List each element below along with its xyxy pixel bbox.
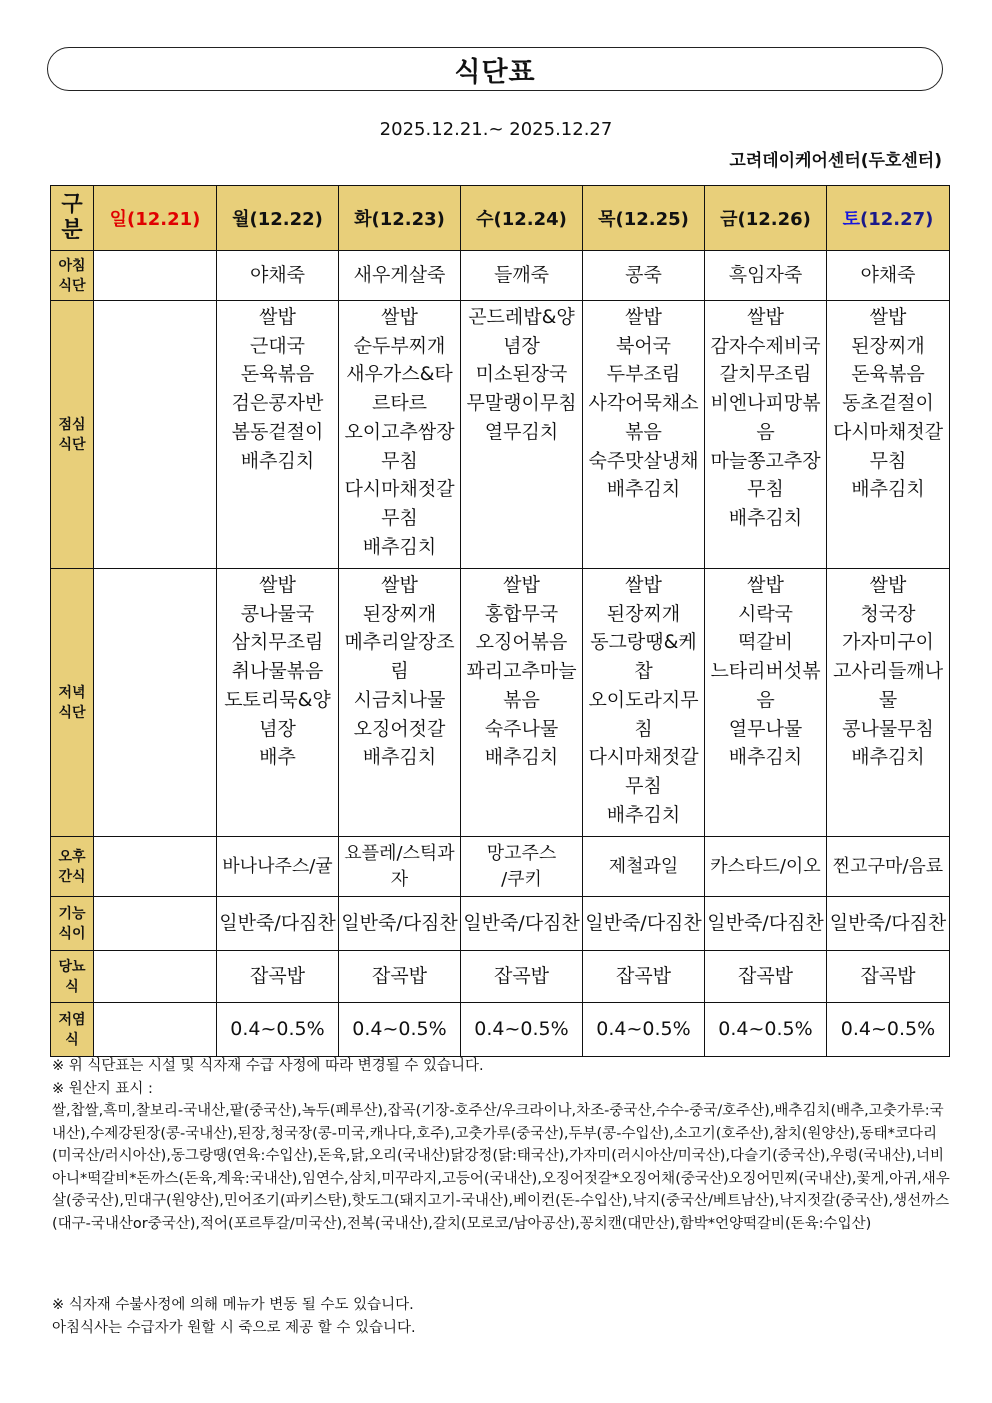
menu-cell <box>339 569 461 837</box>
menu-cell <box>339 837 461 897</box>
menu-cell <box>94 1003 217 1057</box>
menu-item: 쌀밥 <box>869 574 907 596</box>
menu-item: 쌀밥 <box>869 306 907 328</box>
menu-item: 찐고구마/음료 <box>832 855 944 877</box>
menu-item: 배추김치 <box>362 746 437 769</box>
footer-notes <box>52 1294 952 1340</box>
origin-title: ※ 원산지 표시 : <box>52 1080 153 1097</box>
snack-row <box>51 837 950 897</box>
menu-cell: 일반죽/다짐찬 <box>217 897 339 951</box>
diabetic-diet-row <box>51 951 950 1003</box>
menu-item: 르타르 <box>371 392 428 415</box>
menu-item: 념장 <box>503 334 540 357</box>
menu-item: 숙주나물 <box>484 717 559 740</box>
menu-item: 북어국 <box>615 334 672 357</box>
menu-item: 무침 <box>625 774 662 797</box>
menu-item: 림 <box>390 660 409 683</box>
menu-item: 근대국 <box>249 334 306 357</box>
menu-cell <box>94 837 217 897</box>
row-label: 당뇨 식 <box>51 951 94 1003</box>
menu-cell: 0.4~0.5% <box>583 1003 705 1057</box>
menu-item: 찹 <box>634 660 653 683</box>
menu-cell: 0.4~0.5% <box>339 1003 461 1057</box>
menu-item: 볶음 <box>625 420 662 443</box>
menu-item: 취나물볶음 <box>231 660 324 683</box>
menu-item: 배추김치 <box>606 478 681 501</box>
supply-notice: ※ 식자재 수불사정에 의해 메뉴가 변동 될 수도 있습니다. <box>52 1297 414 1313</box>
menu-item: 비엔나피망볶 <box>710 392 821 415</box>
menu-cell: 일반죽/다짐찬 <box>705 897 827 951</box>
menu-item: 동그랑땡&케 <box>590 631 697 654</box>
menu-cell: 잡곡밥 <box>217 951 339 1003</box>
row-label: 저녁 식단 <box>51 569 94 837</box>
day-header-sun: 일(12.21) <box>94 186 217 251</box>
menu-cell: 잡곡밥 <box>583 951 705 1003</box>
menu-item: 검은콩자반 <box>231 392 324 415</box>
menu-item: 느타리버섯볶 <box>710 660 821 683</box>
day-header-mon: 월(12.22) <box>217 186 339 251</box>
menu-item: 배추김치 <box>240 449 315 472</box>
menu-item: 갈치무조림 <box>719 363 812 386</box>
menu-item: 배추김치 <box>728 746 803 769</box>
menu-cell: 0.4~0.5% <box>705 1003 827 1057</box>
menu-cell <box>583 837 705 897</box>
page-title: 식단표 <box>454 56 536 88</box>
menu-cell <box>827 301 950 569</box>
menu-cell: 야채죽 <box>217 251 339 301</box>
menu-item: 된장찌개 <box>851 334 925 357</box>
menu-item: 청국장 <box>860 602 916 625</box>
menu-cell: 콩죽 <box>583 251 705 301</box>
low-salt-diet-row <box>51 1003 950 1057</box>
menu-item: 무침 <box>869 449 907 472</box>
menu-item: 오이도라지무 <box>588 688 699 711</box>
menu-item: 순두부찌개 <box>353 334 446 357</box>
menu-item: 봄동겉절이 <box>231 420 324 443</box>
menu-item: 배추김치 <box>851 746 925 769</box>
menu-item: 볶음 <box>503 688 540 711</box>
menu-table <box>50 185 950 1057</box>
menu-cell <box>461 837 583 897</box>
menu-cell: 흑임자죽 <box>705 251 827 301</box>
menu-cell: 일반죽/다짐찬 <box>339 897 461 951</box>
menu-item: 배추김치 <box>606 803 681 826</box>
menu-item: 쌀밥 <box>503 574 540 596</box>
menu-item: 쌀밥 <box>259 574 296 596</box>
menu-item: 배추김치 <box>851 478 925 501</box>
menu-item: 무침 <box>381 449 418 472</box>
menu-item: 쌀밥 <box>259 306 296 328</box>
change-notice: ※ 위 식단표는 시설 및 식자재 수급 사정에 따라 변경될 수 있습니다. <box>52 1058 484 1074</box>
menu-item: 오이고추쌈장 <box>344 420 455 443</box>
menu-cell <box>827 837 950 897</box>
menu-item: 꽈리고추마늘 <box>466 660 577 683</box>
row-label: 저염 식 <box>51 1003 94 1057</box>
row-label: 점심 식단 <box>51 301 94 569</box>
menu-item: 오징어볶음 <box>475 631 568 654</box>
menu-item: 다시마채젓갈 <box>344 478 455 501</box>
menu-item: 바나나주스/귤 <box>222 855 333 877</box>
menu-item: 음 <box>756 688 775 711</box>
menu-cell <box>94 569 217 837</box>
menu-cell <box>705 837 827 897</box>
date-range: 2025.12.21.~ 2025.12.27 <box>379 119 613 140</box>
menu-cell <box>94 301 217 569</box>
menu-cell: 잡곡밥 <box>461 951 583 1003</box>
menu-cell: 0.4~0.5% <box>217 1003 339 1057</box>
menu-item: 무침 <box>381 506 418 529</box>
menu-cell <box>217 837 339 897</box>
menu-item: 쌀밥 <box>625 306 662 328</box>
menu-item: 두부조림 <box>606 363 681 386</box>
menu-item: 떡갈비 <box>737 631 794 654</box>
menu-item: 쌀밥 <box>747 306 784 328</box>
menu-item: 물 <box>878 688 898 711</box>
menu-cell <box>705 569 827 837</box>
menu-item: 배추김치 <box>484 746 559 769</box>
day-header-sat: 토(12.27) <box>827 186 950 251</box>
day-header-thu: 목(12.25) <box>583 186 705 251</box>
row-label: 오후 간식 <box>51 837 94 897</box>
menu-item: /쿠키 <box>501 868 542 890</box>
menu-cell: 새우게살죽 <box>339 251 461 301</box>
menu-item: 마늘쫑고추장 <box>710 449 821 472</box>
menu-cell <box>94 951 217 1003</box>
breakfast-notice: 아침식사는 수급자가 원할 시 죽으로 제공 할 수 있습니다. <box>52 1320 416 1336</box>
menu-cell: 0.4~0.5% <box>827 1003 950 1057</box>
menu-item: 배추 <box>259 746 296 769</box>
menu-item: 돈육볶음 <box>240 363 315 386</box>
menu-item: 자 <box>390 868 409 890</box>
dinner-row <box>51 569 950 837</box>
menu-cell <box>217 301 339 569</box>
menu-item: 침 <box>634 717 653 740</box>
menu-item: 배추김치 <box>362 535 437 558</box>
menu-cell <box>339 301 461 569</box>
menu-cell: 들깨죽 <box>461 251 583 301</box>
menu-item: 메추리알장조 <box>344 631 455 654</box>
menu-item: 시금치나물 <box>353 688 446 711</box>
menu-cell <box>583 301 705 569</box>
menu-item: 콩나물무침 <box>842 717 934 740</box>
lunch-row <box>51 301 950 569</box>
menu-item: 쌀밥 <box>381 574 418 596</box>
menu-cell: 0.4~0.5% <box>461 1003 583 1057</box>
menu-item: 카스타드/이오 <box>710 855 821 877</box>
breakfast-row <box>51 251 950 301</box>
menu-item: 사각어묵채소 <box>588 392 699 415</box>
menu-item: 곤드레밥&양 <box>468 306 575 328</box>
notes-section <box>52 1055 952 1235</box>
menu-cell: 일반죽/다짐찬 <box>827 897 950 951</box>
menu-item: 념장 <box>259 717 296 740</box>
menu-cell <box>827 569 950 837</box>
menu-item: 홍합무국 <box>484 602 559 625</box>
menu-item: 동초겉절이 <box>842 392 934 415</box>
menu-cell: 일반죽/다짐찬 <box>461 897 583 951</box>
menu-item: 무말랭이무침 <box>466 392 577 415</box>
origin-text: 쌀,찹쌀,흑미,찰보리-국내산,팥(중국산),녹두(페루산),잡곡(기장-호주산/우크라이나,차조-중국산,수수-중국/호주산),배추김치(배추,고춧가루:국내산),수제강된장(콩-국내산),된장,청국장(콩-미국,캐나다,호주),고춧가루(중국산),두부(콩-수입산),소고기(호주산),참치(원양산),동태*코다리(미국산/러시아산),동그랑땡(연육:수입산),돈육,닭,오리(국내산)닭강정(닭:태국산),가자미(러시아산/미국산),다슬기(중국산),우렁(국내산),너비아니*떡갈비*돈까스(돈육,계육:국내산),임연수,삼치,미꾸라지,고등어(국내산),오징어젓갈*오징어채(중국산)오징어민찌(국내산),꽃게,아귀,새우살(중국산),민대구(원양산),민어조기(파키스탄),핫도그(돼지고기-국내산),베이컨(돈-수입산),낙지(중국산/베트남산),낙지젓갈(중국산),생선까스(대구-국내산or중국산),적어(포르투갈/미국산),전복(국내산),갈치(모로코/남아공산),꽁치캔(대만산),함박*언양떡갈비(돈육:수입산) <box>52 1103 950 1232</box>
header-row <box>51 186 950 251</box>
title-banner <box>47 47 943 91</box>
category-header: 구 분 <box>51 186 94 251</box>
menu-item: 망고주스 <box>486 842 557 864</box>
menu-cell <box>217 569 339 837</box>
menu-item: 된장찌개 <box>606 602 681 625</box>
menu-item: 오징어젓갈 <box>353 717 446 740</box>
menu-item: 열무김치 <box>484 420 559 443</box>
menu-cell: 잡곡밥 <box>705 951 827 1003</box>
menu-item: 미소된장국 <box>475 363 568 386</box>
day-header-wed: 수(12.24) <box>461 186 583 251</box>
menu-item: 제철과일 <box>608 855 679 877</box>
menu-cell: 잡곡밥 <box>827 951 950 1003</box>
menu-cell: 야채죽 <box>827 251 950 301</box>
center-name: 고려데이케어센터(두호센터) <box>729 151 942 171</box>
menu-item: 요플레/스틱과 <box>344 842 455 864</box>
menu-item: 다시마채젓갈 <box>588 746 699 769</box>
menu-item: 무침 <box>747 478 784 501</box>
menu-cell: 잡곡밥 <box>339 951 461 1003</box>
menu-item: 된장찌개 <box>362 602 437 625</box>
menu-item: 고사리들깨나 <box>832 660 944 683</box>
menu-item: 숙주맛살냉채 <box>588 449 699 472</box>
menu-item: 다시마채젓갈 <box>832 420 944 443</box>
menu-item: 도토리묵&양 <box>224 688 331 711</box>
menu-cell <box>94 251 217 301</box>
menu-cell <box>583 569 705 837</box>
menu-cell <box>461 301 583 569</box>
menu-item: 감자수제비국 <box>710 334 821 357</box>
menu-cell: 일반죽/다짐찬 <box>583 897 705 951</box>
menu-item: 음 <box>756 420 775 443</box>
menu-item: 쌀밥 <box>381 306 418 328</box>
menu-item: 쌀밥 <box>625 574 662 596</box>
menu-item: 돈육볶음 <box>851 363 925 386</box>
menu-cell <box>705 301 827 569</box>
functional-diet-row <box>51 897 950 951</box>
row-label: 아침 식단 <box>51 251 94 301</box>
day-header-tue: 화(12.23) <box>339 186 461 251</box>
menu-item: 쌀밥 <box>747 574 784 596</box>
menu-cell <box>94 897 217 951</box>
menu-item: 가자미구이 <box>842 631 934 654</box>
menu-item: 열무나물 <box>728 717 803 740</box>
menu-item: 배추김치 <box>728 506 803 529</box>
menu-item: 삼치무조림 <box>231 631 324 654</box>
day-header-fri: 금(12.26) <box>705 186 827 251</box>
menu-item: 시락국 <box>737 602 794 625</box>
menu-cell <box>461 569 583 837</box>
menu-item: 새우가스&타 <box>346 363 453 386</box>
menu-item: 콩나물국 <box>240 602 315 625</box>
row-label: 기능 식이 <box>51 897 94 951</box>
